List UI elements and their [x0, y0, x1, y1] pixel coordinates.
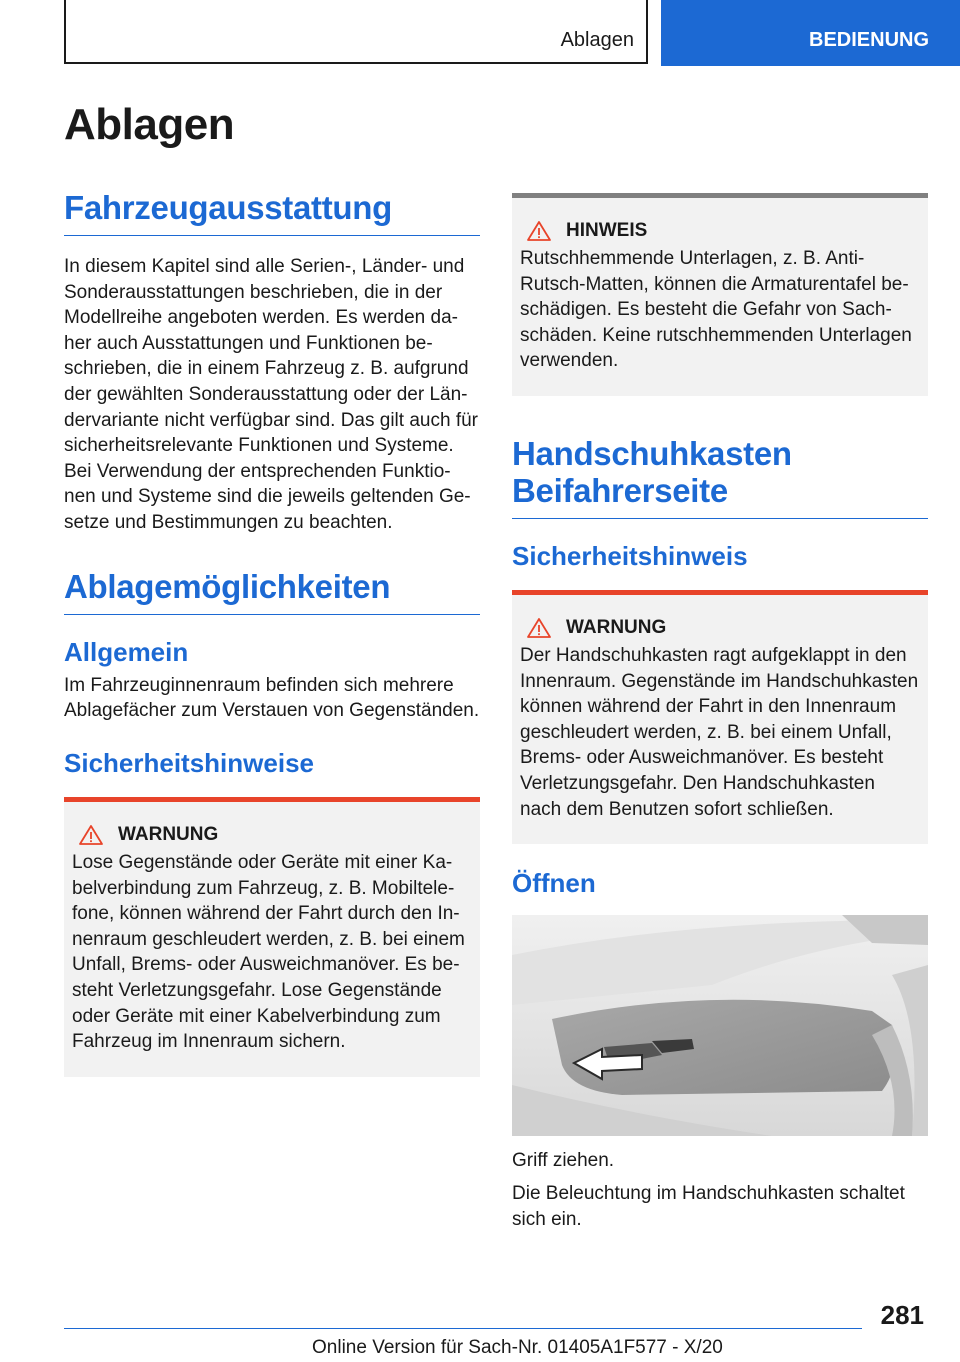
paragraph-fahrzeugausstattung: In diesem Kapitel sind alle Serien-, Länder- und Sonderausstattungen beschrieben, die in der Modellreihe angeboten werden. Es werden da- her auch Ausstattungen und Funktionen be- schrieben, die in einem Fahrzeug z. B. aufgrund der gewählten Sonderausstattung oder der Län- dervariante nicht verfügbar sind. Das gilt auch für sicherheitsrelevante Funktionen und Systeme. Bei Verwendung der entsprechenden Funktio- nen und Systeme sind die jeweils geltenden Ge- setze und Bestimmungen zu beachten.: [64, 255, 478, 533]
glovebox-photo: [512, 915, 928, 1136]
warning-title-glovebox: WARNUNG: [566, 617, 667, 639]
heading-oeffnen: Öffnen: [512, 868, 596, 899]
heading-ablagemoeglichkeiten: Ablagemöglichkeiten: [64, 569, 480, 615]
page-title: Ablagen: [64, 100, 235, 149]
warning-title: WARNUNG: [118, 824, 219, 845]
glovebox-illustration: [512, 915, 928, 1136]
note-title: HINWEIS: [566, 220, 648, 241]
warning-header-glovebox: [520, 617, 920, 639]
warning-header: [72, 824, 472, 846]
warning-triangle-icon: [526, 617, 552, 639]
left-column: [64, 190, 480, 1077]
heading-fahrzeugausstattung: Fahrzeugausstattung: [64, 190, 480, 236]
header-chapter-tab: [661, 0, 960, 66]
note-header: [520, 220, 920, 242]
heading-handschuhkasten: Handschuhkasten Beifahrerseite: [512, 436, 928, 519]
header-section-label: Ablagen: [560, 29, 634, 51]
warning-box-glovebox: [512, 590, 928, 844]
paragraph-allgemein: Im Fahrzeuginnenraum befinden sich mehrere Ablagefächer zum Verstauen von Gegenständen.: [64, 674, 480, 722]
page-number: 281: [880, 1300, 924, 1330]
warning-text: Lose Gegenstände oder Geräte mit einer Ka- belverbindung zum Fahrzeug, z. B. Mobiltele- fone, können während der Fahrt durch den In- nenraum geschleudert werden, z. B. bei einem Unfall, Brems- oder Ausweichmanöver. Es be- steht Verletzungsgefahr. Lose Gegenstände oder Geräte mit einer Kabelverbindung zum Fahrzeug im Innenraum sichern.: [72, 852, 465, 1053]
header-chapter-label: BEDIENUNG: [809, 29, 930, 51]
warning-box: [64, 797, 480, 1077]
heading-allgemein: Allgemein: [64, 637, 189, 668]
right-column: [512, 193, 928, 1232]
note-text: Rutschhemmende Unterlagen, z. B. Anti- Rutsch-Matten, können die Armaturentafel be- schädigen. Es besteht die Gefahr von Sach- schäden. Keine rutschhemmenden Unterlagen verwenden.: [520, 248, 912, 372]
header-section-tab: [64, 0, 648, 64]
paragraph-beleuchtung: Die Beleuchtung im Handschuhkasten schaltet sich ein.: [512, 1183, 905, 1230]
heading-sicherheitshinweis: Sicherheitshinweis: [512, 540, 748, 571]
warning-triangle-icon: [78, 824, 104, 846]
note-box: [512, 193, 928, 396]
heading-sicherheitshinweise: Sicherheitshinweise: [64, 747, 314, 778]
footer-online-version: Online Version für Sach-Nr. 01405A1F577 - X/20: [312, 1337, 723, 1358]
note-triangle-icon: [526, 220, 552, 242]
footer-divider: [64, 1328, 862, 1329]
paragraph-griff-ziehen: Griff ziehen.: [512, 1150, 615, 1172]
warning-text-glovebox: Der Handschuhkasten ragt aufgeklappt in den Innenraum. Gegenstände im Handschuhkasten können während der Fahrt in den Innenraum geschleudert werden, z. B. bei einem Unfall, Brems- oder Ausweichmanöver. Es besteht Verletzungsgefahr. Den Handschuhkasten nach dem Benutzen sofort schließen.: [520, 645, 919, 820]
